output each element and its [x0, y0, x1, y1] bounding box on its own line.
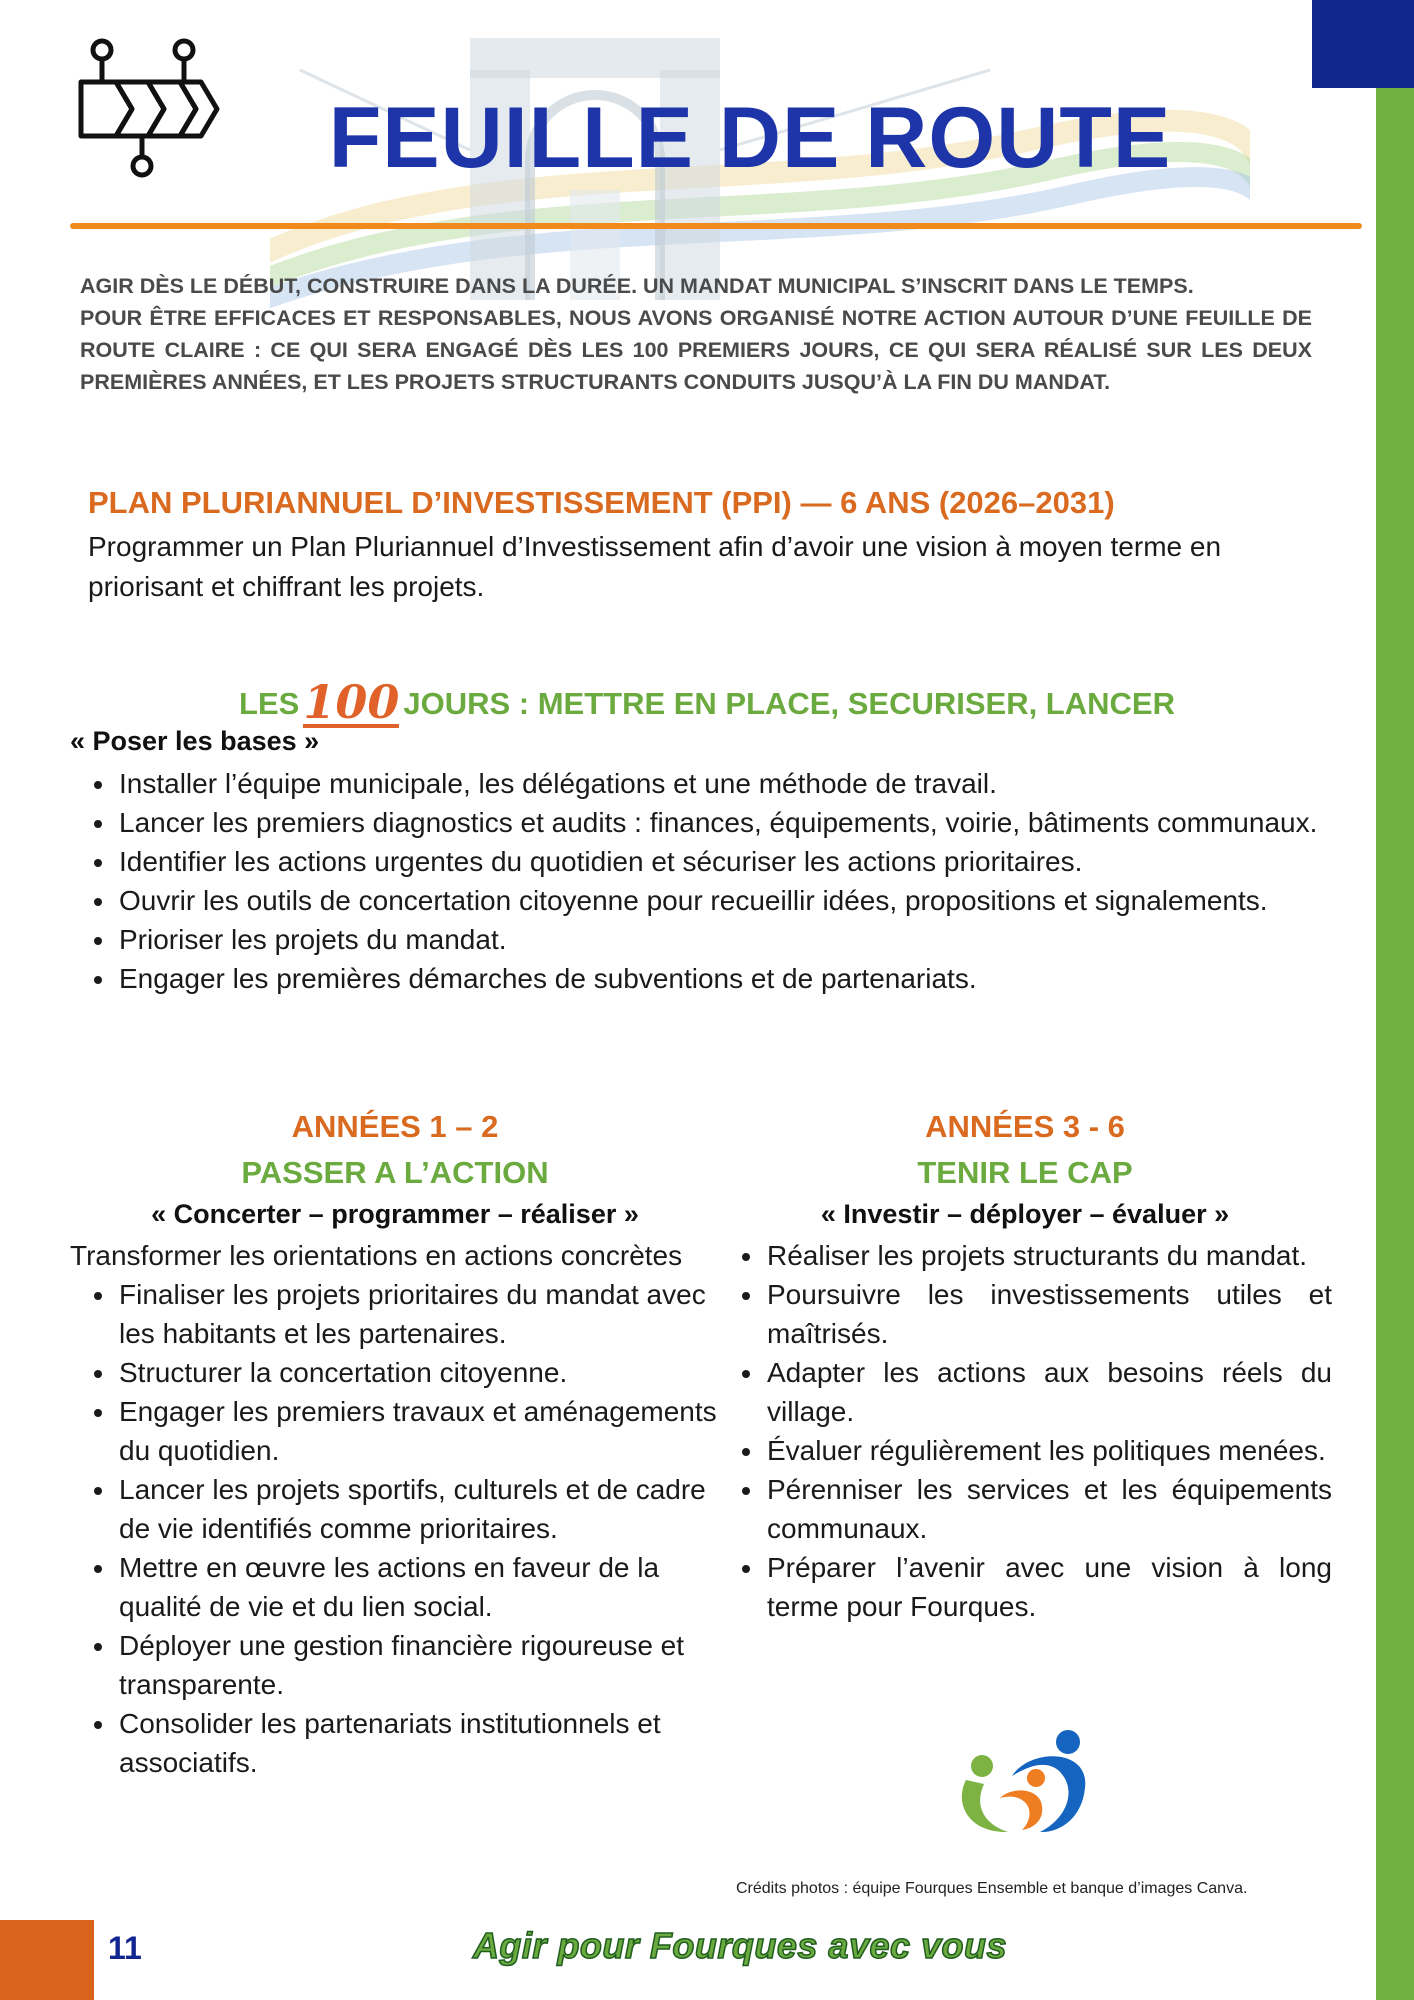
list-item: Lancer les premiers diagnostics et audits : finances, équipements, voirie, bâtiments communaux. — [70, 803, 1340, 842]
years-1-2-subtitle: PASSER A L’ACTION — [241, 1155, 549, 1190]
hundred-days-suffix: JOURS : METTRE EN PLACE, SECURISER, LANCER — [403, 686, 1175, 721]
intro-text — [80, 270, 1312, 398]
roadmap-icon — [76, 36, 224, 180]
list-item: Déployer une gestion financière rigoureuse et transparente. — [70, 1626, 720, 1704]
list-item: Installer l’équipe municipale, les délégations et une méthode de travail. — [70, 764, 1340, 803]
footer-slogan: Agir pour Fourques avec vous — [472, 1925, 1008, 1966]
years-1-2-title: ANNÉES 1 – 2 — [291, 1109, 499, 1144]
years-1-2-list — [70, 1275, 720, 1782]
hundred-icon: 100 — [303, 675, 400, 729]
side-strip-green — [1376, 88, 1414, 2000]
list-item: Poursuivre les investissements utiles et maîtrisés. — [718, 1275, 1332, 1353]
list-item: Engager les premiers travaux et aménagements du quotidien. — [70, 1392, 720, 1470]
hundred-days-prefix: LES — [239, 686, 300, 721]
list-item: Lancer les projets sportifs, culturels et de cadre de vie identifiés comme prioritaires. — [70, 1470, 720, 1548]
years-1-2-intro: Transformer les orientations en actions concrètes — [70, 1240, 683, 1271]
list-item: Prioriser les projets du mandat. — [70, 920, 1340, 959]
years-3-6-subtitle: TENIR LE CAP — [917, 1155, 1133, 1190]
years-3-6-title: ANNÉES 3 - 6 — [925, 1109, 1125, 1144]
photo-credits: Crédits photos : équipe Fourques Ensemble et banque d’images Canva. — [736, 1880, 1248, 1897]
ppi-heading: PLAN PLURIANNUEL D’INVESTISSEMENT (PPI) — 6 ANS (2026–2031) — [88, 485, 1115, 520]
list-item: Réaliser les projets structurants du mandat. — [718, 1236, 1332, 1275]
title-divider — [70, 223, 1362, 229]
list-item: Consolider les partenariats institutionnels et associatifs. — [70, 1704, 720, 1782]
list-item: Pérenniser les services et les équipements communaux. — [718, 1470, 1332, 1548]
years-1-2-slogan: « Concerter – programmer – réaliser » — [151, 1199, 639, 1229]
ppi-text: Programmer un Plan Pluriannuel d’Investissement afin d’avoir une vision à moyen terme en priorisant et chiffrant les projets. — [88, 531, 1222, 602]
hundred-days-subtitle: « Poser les bases » — [70, 726, 320, 756]
corner-block-blue — [1312, 0, 1414, 88]
years-3-6-slogan: « Investir – déployer – évaluer » — [820, 1199, 1230, 1229]
fourques-ensemble-logo — [950, 1728, 1100, 1838]
list-item: Engager les premières démarches de subventions et de partenariats. — [70, 959, 1340, 998]
list-item: Évaluer régulièrement les politiques menées. — [718, 1431, 1332, 1470]
corner-block-orange — [0, 1920, 94, 2000]
years-3-6-list — [718, 1236, 1332, 1626]
years-1-2-column — [70, 1104, 720, 1782]
list-item: Adapter les actions aux besoins réels du village. — [718, 1353, 1332, 1431]
list-item: Finaliser les projets prioritaires du mandat avec les habitants et les partenaires. — [70, 1275, 720, 1353]
intro-line-2: POUR ÊTRE EFFICACES ET RESPONSABLES, NOUS AVONS ORGANISÉ NOTRE ACTION AUTOUR D’UNE FEUILLE DE ROUTE CLAIRE : CE QUI SERA ENGAGÉ DÈS LES 100 PREMIERS JOURS, CE QUI SERA RÉALISÉ SUR LES DEUX PREMIÈRES ANNÉES, ET LES PROJETS STRUCTURANTS CONDUITS JUSQU’À LA FIN DU MANDAT. — [80, 306, 1312, 394]
list-item: Structurer la concertation citoyenne. — [70, 1353, 720, 1392]
page-title: FEUILLE DE ROUTE — [328, 90, 1172, 186]
hundred-days-list — [70, 764, 1340, 998]
list-item: Mettre en œuvre les actions en faveur de la qualité de vie et du lien social. — [70, 1548, 720, 1626]
hundred-days-heading — [0, 675, 1414, 729]
list-item: Ouvrir les outils de concertation citoyenne pour recueillir idées, propositions et signalements. — [70, 881, 1340, 920]
list-item: Préparer l’avenir avec une vision à long terme pour Fourques. — [718, 1548, 1332, 1626]
intro-line-1: AGIR DÈS LE DÉBUT, CONSTRUIRE DANS LA DURÉE. UN MANDAT MUNICIPAL S’INSCRIT DANS LE TEMPS. — [80, 274, 1194, 298]
years-3-6-column — [718, 1104, 1332, 1626]
list-item: Identifier les actions urgentes du quotidien et sécuriser les actions prioritaires. — [70, 842, 1340, 881]
page-number: 11 — [108, 1930, 142, 1966]
